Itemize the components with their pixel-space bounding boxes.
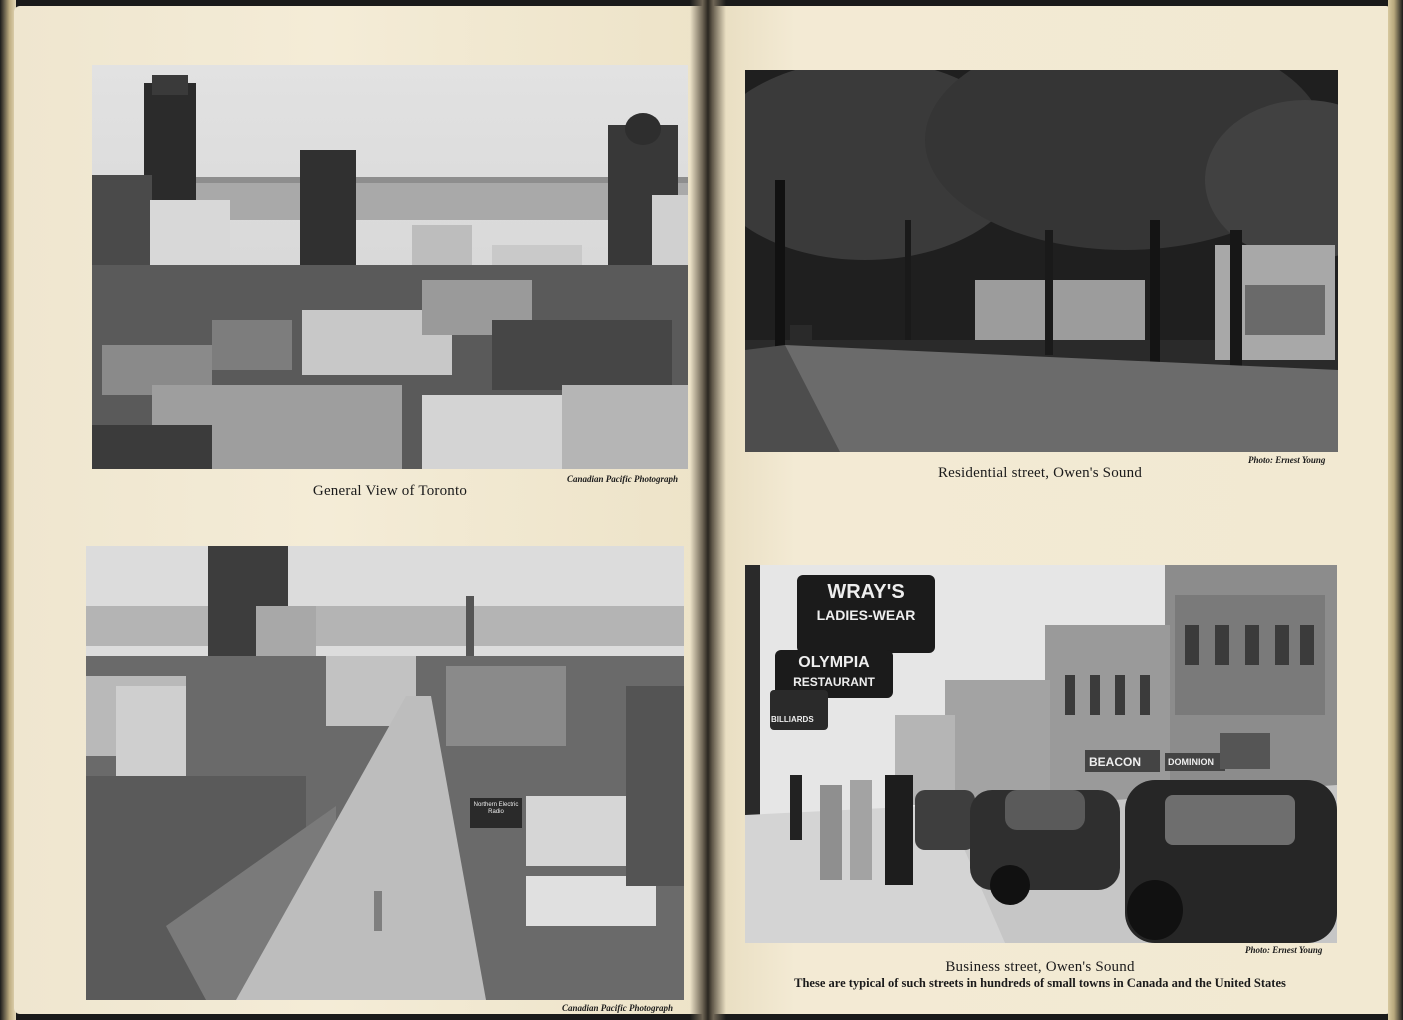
photo-credit: Canadian Pacific Photograph	[567, 474, 679, 484]
photo-caption: Business street, Owen's Sound	[945, 959, 1135, 975]
wrays-sign-line2: LADIES-WEAR	[816, 607, 916, 623]
billiards-sign: BILLIARDS	[771, 715, 814, 724]
olympia-sign	[779, 653, 889, 691]
residential-street-photo	[745, 70, 1338, 452]
toronto-skyline-photo	[92, 65, 688, 469]
beacon-sign: BEACON	[1089, 755, 1142, 769]
business-street-photo	[745, 565, 1337, 943]
dominion-sign: DOMINION	[1168, 757, 1214, 767]
photo-credit: Canadian Pacific Photograph	[562, 1003, 674, 1013]
photo-subcaption: These are typical of such streets in hundreds of small towns in Canada and the United States	[794, 976, 1286, 990]
olympia-sign-line1: OLYMPIA	[798, 654, 870, 671]
photo-credit: Photo: Ernest Young	[1245, 945, 1323, 955]
olympia-sign-line2: RESTAURANT	[793, 675, 875, 689]
wrays-sign-line1: WRAY'S	[827, 581, 905, 603]
photo-caption: Residential street, Owen's Sound	[937, 465, 1143, 481]
wrays-sign	[801, 579, 931, 625]
northern-electric-sign: Northern Electric Radio	[473, 802, 519, 815]
photo-credit: Photo: Ernest Young	[1248, 455, 1326, 465]
page-edge-right	[1388, 0, 1403, 1020]
photo-caption: General View of Toronto	[312, 483, 468, 499]
book-gutter	[690, 0, 726, 1020]
toronto-avenue-photo	[86, 546, 684, 1000]
